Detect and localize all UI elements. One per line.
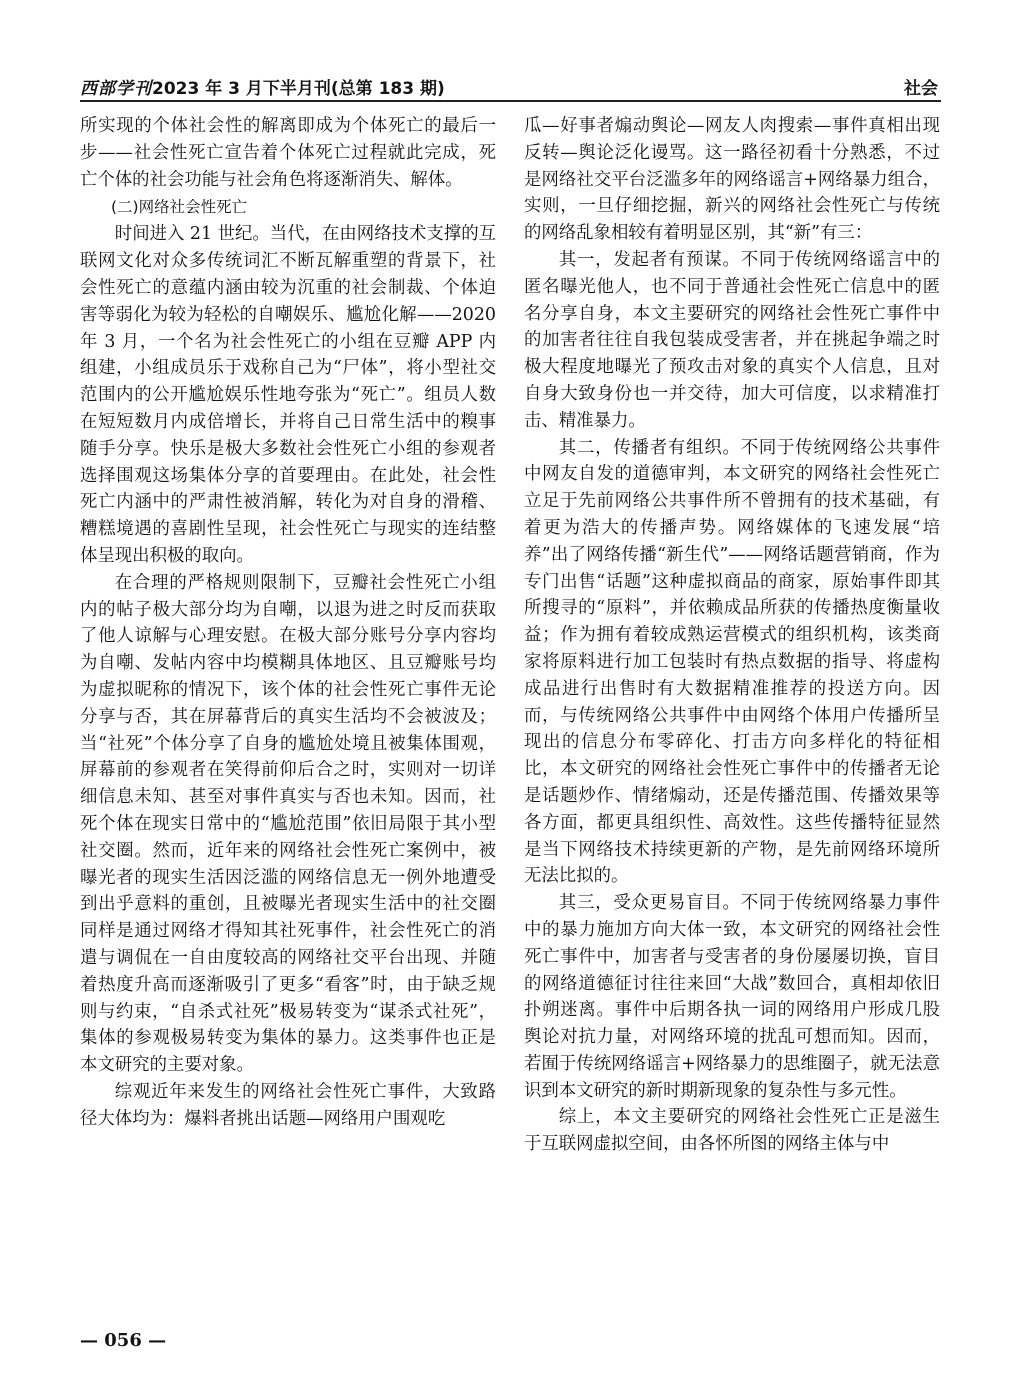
journal-masthead xyxy=(80,74,445,99)
paragraph: 其三，受众更易盲目。不同于传统网络暴力事件中的暴力施加方向大体一致，本文研究的网络社会性死亡事件中，加害者与受害者的身份屡屡切换，盲目的网络道德征讨往往来回“大战”数回合，真相却依旧扑朔迷离。事件中后期各执一词的网络用户形成几股舆论对抗力量，对网络环境的扰乱可想而知。因而，若囿于传统网络谣言+网络暴力的思维圈子，就无法意识到本文研究的新时期新现象的复杂性与多元性。 xyxy=(524,893,940,1101)
left-column xyxy=(80,113,496,1132)
page-header xyxy=(80,66,940,100)
page-number: — 056 — xyxy=(80,1330,167,1351)
right-column xyxy=(524,113,940,1158)
paragraph: 在合理的严格规则限制下，豆瓣社会性死亡小组内的帖子极大部分均为自嘲，以退为进之时反而获取了他人谅解与心理安慰。在极大部分账号分享内容均为自嘲、发帖内容中均模糊具体地区、且豆瓣账号均为虚拟昵称的情况下，该个体的社会性死亡事件无论分享与否，其在屏幕背后的真实生活均不会被波及；当“社死”个体分享了自身的尴尬处境且被集体围观，屏幕前的参观者在笑得前仰后合之时，实则对一切详细信息未知、甚至对事件真实与否也未知。因而，社死个体在现实日常中的“尴尬范围”依旧局限于其小型社交圈。然而，近年来的网络社会性死亡案例中，被曝光者的现实生活因泛滥的网络信息无一例外地遭受到出乎意料的重创，且被曝光者现实生活中的社交圈同样是通过网络才得知其社死事件，社会性死亡的消遣与调侃在一自由度较高的网络社交平台出现、并随着热度升高而逐渐吸引了更多“看客”时，由于缺乏规则与约束，“自杀式社死”极易转变为“谋杀式社死”，集体的参观极易转变为集体的暴力。这类事件也正是本文研究的主要对象。 xyxy=(80,572,496,1076)
paragraph: 时间进入 21 世纪。当代，在由网络技术支撑的互联网文化对众多传统词汇不断瓦解重塑的背景下，社会性死亡的意蕴内涵由较为沉重的社会制裁、个体迫害等弱化为较为轻松的自嘲娱乐、尴尬化解——2020 年 3 月，一个名为社会性死亡的小组在豆瓣 APP 内组建，小组成员乐于戏称自己为“尸体”，将小型社交范围内的公开尴尬娱乐性地夸张为“死亡”。组员人数在短短数月内成倍增长，并将自己日常生活中的糗事随手分享。快乐是极大多数社会性死亡小组的参观者选择围观这场集体分享的首要理由。在此处，社会性死亡内涵中的严肃性被消解，转化为对自身的滑稽、糟糕境遇的喜剧性呈现，社会性死亡与现实的连结整体呈现出积极的取向。 xyxy=(80,224,496,566)
paragraph: 所实现的个体社会性的解离即成为个体死亡的最后一步——社会性死亡宣告着个体死亡过程就此完成，死亡个体的社会功能与社会角色将逐渐消失、解体。 xyxy=(80,116,496,190)
header-rule xyxy=(80,100,941,102)
journal-logo: 西部学刊 xyxy=(80,79,152,99)
paragraph: 其二，传播者有组织。不同于传统网络公共事件中网友自发的道德审判，本文研究的网络社会性死亡立足于先前网络公共事件所不曾拥有的技术基础，有着更为浩大的传播声势。网络媒体的飞速发展“培养”出了网络传播“新生代”——网络话题营销商，作为专门出售“话题”这种虚拟商品的商家，原始事件即其所搜寻的“原料”，并依赖成品所获的传播热度衡量收益；作为拥有着较成熟运营模式的组织机构，该类商家将原料进行加工包装时有热点数据的指导、将虚构成品进行出售时有大数据精准推荐的投送方向。因而，与传统网络公共事件中由网络个体用户传播所呈现出的信息分布零碎化、打击方向多样化的特征相比，本文研究的网络社会性死亡事件中的传播者无论是话题炒作、情绪煽动，还是传播范围、传播效果等各方面，都更具组织性、高效性。这些传播特征显然是当下网络技术持续更新的产物，是先前网络环境所无法比拟的。 xyxy=(524,437,940,887)
issue-info: 2023 年 3 月下半月刊(总第 183 期) xyxy=(152,79,445,99)
paragraph: 其一，发起者有预谋。不同于传统网络谣言中的匿名曝光他人，也不同于普通社会性死亡信息中的匿名分享自身，本文主要研究的网络社会性死亡事件中的加害者往往自我包装成受害者，并在挑起争端之时极大程度地曝光了预攻击对象的真实个人信息，且对自身大致身份也一并交待，加大可信度，以求精准打击、精准暴力。 xyxy=(524,249,940,431)
section-label: 社会 xyxy=(904,79,938,99)
paragraph: 瓜—好事者煽动舆论—网友人肉搜索—事件真相出现反转—舆论泛化谩骂。这一路径初看十分熟悉，不过是网络社交平台泛滥多年的网络谣言+网络暴力组合，实则，一旦仔细挖掘，新兴的网络社会性死亡与传统的网络乱象相较有着明显区别，其“新”有三： xyxy=(524,116,940,244)
subsection-heading: (二)网络社会性死亡 xyxy=(111,198,248,217)
paragraph: 综上，本文主要研究的网络社会性死亡正是滋生于互联网虚拟空间，由各怀所图的网络主体与中 xyxy=(524,1107,940,1155)
paragraph: 综观近年来发生的网络社会性死亡事件，大致路径大体均为：爆料者挑出话题—网络用户围观吃 xyxy=(80,1081,496,1129)
